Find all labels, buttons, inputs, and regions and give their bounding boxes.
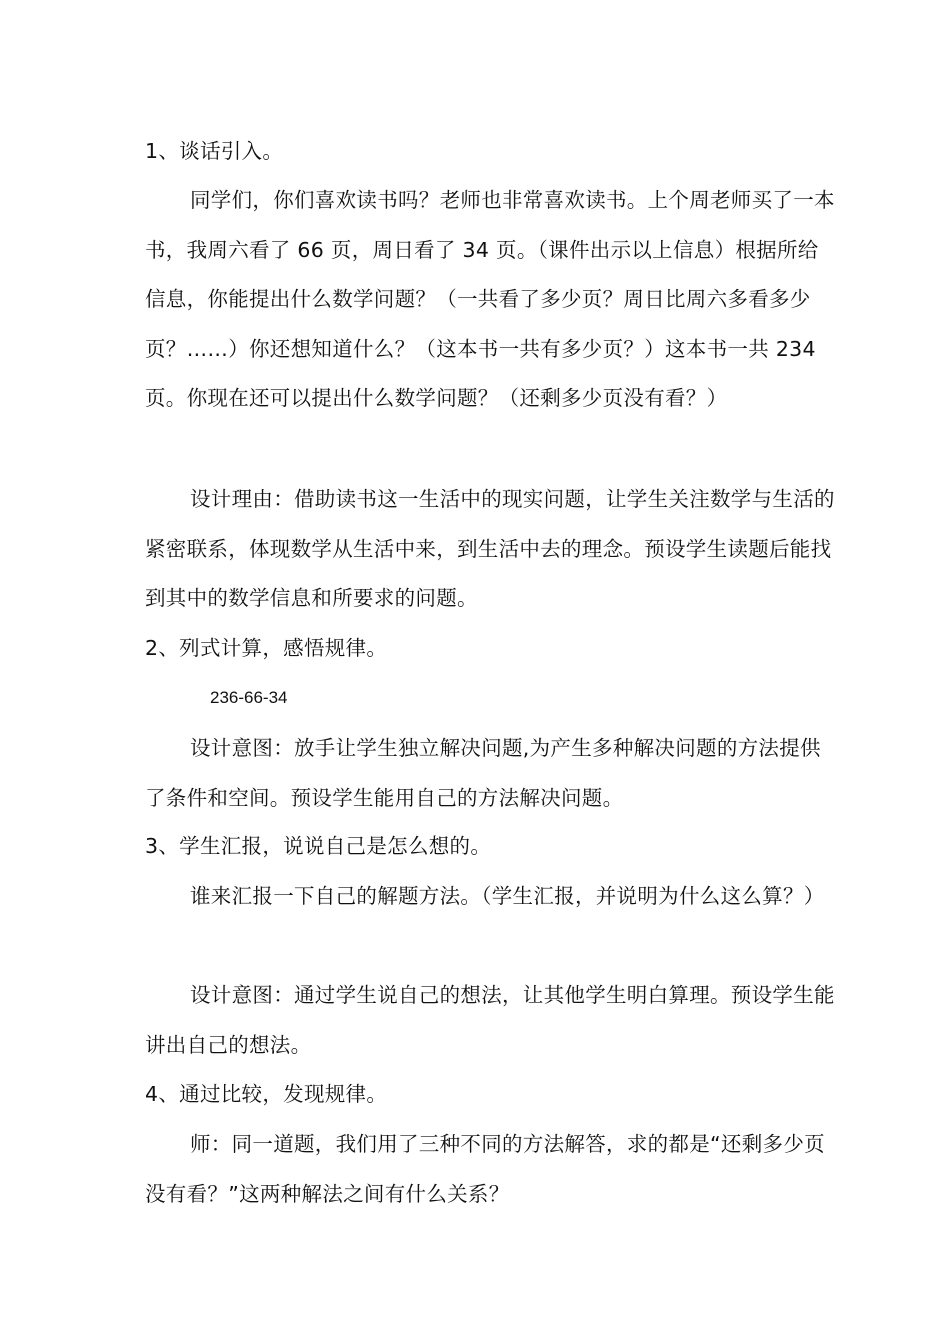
section-4-heading: 4、通过比较，发现规律。	[145, 1082, 388, 1106]
section-3-paragraph-1: 谁来汇报一下自己的解题方法。（学生汇报，并说明为什么这么算？）	[190, 884, 825, 908]
section-3-paragraph-2: 设计意图：通过学生说自己的想法，让其他学生明白算理。预设学生能讲出自己的想法。	[145, 983, 835, 1057]
calculation-formula: 236-66-34	[210, 688, 288, 707]
section-1-paragraph-1: 同学们，你们喜欢读书吗？老师也非常喜欢读书。上个周老师买了一本书，我周六看了 66 页，周日看了 34 页。（课件出示以上信息）根据所给信息，你能提出什么数学问题？（一共看了多少页？周日比周六多看多少页？……）你还想知道什么？（这本书一共有多少页？）这本书一共 234 页。你现在还可以提出什么数学问题？（还剩多少页没有看？）	[145, 188, 835, 410]
section-1-paragraph-2: 设计理由：借助读书这一生活中的现实问题，让学生关注数学与生活的紧密联系，体现数学从生活中来，到生活中去的理念。预设学生读题后能找到其中的数学信息和所要求的问题。	[145, 487, 835, 610]
section-2-paragraph-1: 设计意图：放手让学生独立解决问题,为产生多种解决问题的方法提供了条件和空间。预设学生能用自己的方法解决问题。	[145, 736, 821, 810]
section-3-heading: 3、学生汇报，说说自己是怎么想的。	[145, 834, 492, 858]
section-2-heading: 2、列式计算，感悟规律。	[145, 636, 388, 660]
section-4-paragraph-1: 师：同一道题，我们用了三种不同的方法解答，求的都是“还剩多少页没有看？”这两种解法之间有什么关系？	[145, 1132, 825, 1206]
section-1-heading: 1、谈话引入。	[145, 139, 284, 163]
